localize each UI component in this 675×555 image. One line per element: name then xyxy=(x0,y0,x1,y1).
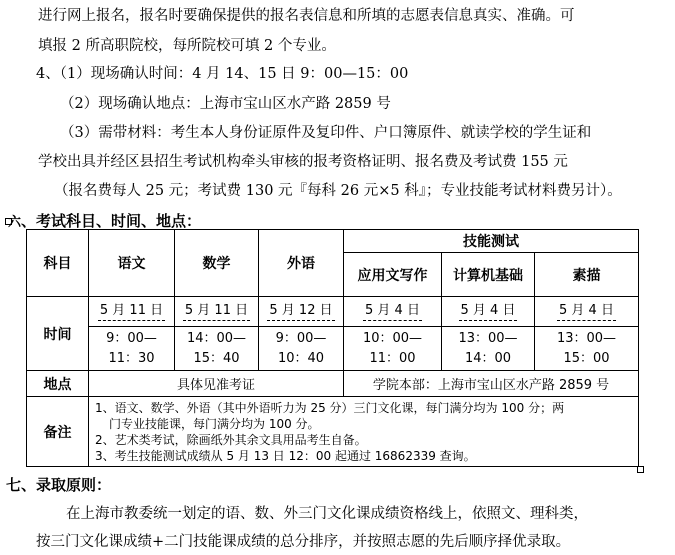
time-cell xyxy=(344,327,442,371)
subject-applied-writing: 应用文写作 xyxy=(344,253,442,297)
time-end: 11：00 xyxy=(369,350,416,366)
date-cell xyxy=(259,297,344,327)
place-left: 具体见准考证 xyxy=(89,371,344,397)
date-cell xyxy=(344,297,442,327)
exam-date: 5 月 4 日 xyxy=(363,302,422,321)
paragraph-line: （3）需带材料：考生本人身份证原件及复印件、户口簿原件、就读学校的学生证和 xyxy=(60,125,592,141)
paragraph-line: 4、（1）现场确认时间：4 月 14、15 日 9：00—15：00 xyxy=(36,66,409,82)
remark-line: 2、艺术类考试，除画纸外其余文具用品考生自备。 xyxy=(95,432,367,447)
exam-schedule-table xyxy=(26,229,639,467)
time-start: 14：00— xyxy=(186,330,247,346)
section-number: 六 xyxy=(8,215,22,230)
remark-line: 3、考生技能测试成绩从 5 月 13 日 12：00 起通过 16862339 查询。 xyxy=(95,448,476,463)
place-label: 地点 xyxy=(27,371,89,397)
paragraph-line: 填报 2 所高职院校，每所院校可填 2 个专业。 xyxy=(38,38,336,54)
exam-date: 5 月 11 日 xyxy=(183,302,250,321)
subject-foreign-language: 外语 xyxy=(259,230,344,297)
time-cell xyxy=(89,327,175,371)
time-start: 10：00— xyxy=(362,330,423,346)
subject-math: 数学 xyxy=(175,230,259,297)
time-cell xyxy=(535,327,639,371)
time-end: 10：40 xyxy=(277,350,325,366)
subject-computer-basics: 计算机基础 xyxy=(442,253,535,297)
remark-line: 门专业技能课，每门满分均为 100 分。 xyxy=(109,416,320,431)
time-label: 时间 xyxy=(27,297,89,371)
section-heading xyxy=(8,210,201,231)
time-end: 14：00 xyxy=(464,350,512,366)
paragraph-line: （报名费每人 25 元；考试费 130 元『每科 26 元×5 科』；专业技能考试材料费另计）。 xyxy=(54,183,622,199)
skill-test-header: 技能测试 xyxy=(344,230,639,253)
section-title: 、考试科目、时间、地点： xyxy=(21,212,202,230)
exam-date: 5 月 4 日 xyxy=(557,302,616,321)
paragraph-line: 在上海市教委统一划定的语、数、外三门文化课成绩资格线上，依照文、理科类， xyxy=(66,506,588,522)
time-start: 13：00— xyxy=(458,330,518,346)
paragraph-line: 进行网上报名，报名时要确保提供的报名表信息和所填的志愿表信息真实、准确。可 xyxy=(38,8,575,24)
exam-date: 5 月 11 日 xyxy=(98,302,165,321)
subject-header: 科目 xyxy=(27,230,89,297)
date-cell xyxy=(89,297,175,327)
paragraph-line: 按三门文化课成绩+二门技能课成绩的总分排序，并按照志愿的先后顺序择优录取。 xyxy=(36,534,571,550)
time-start: 9：00— xyxy=(275,330,327,346)
place-right: 学院本部：上海市宝山区水产路 2859 号 xyxy=(344,371,639,397)
time-start: 9：00— xyxy=(106,330,157,346)
resize-handle[interactable] xyxy=(637,466,644,473)
time-end: 15：40 xyxy=(193,350,240,366)
time-cell xyxy=(175,327,259,371)
paragraph-line: （2）现场确认地点：上海市宝山区水产路 2859 号 xyxy=(60,96,391,112)
section-heading: 七、录取原则： xyxy=(6,476,112,494)
exam-date: 5 月 4 日 xyxy=(459,302,518,321)
time-end: 11：30 xyxy=(108,350,155,366)
paragraph-line: 学校出具并经区县招生考试机构牵头审核的报考资格证明、报名费及考试费 155 元 xyxy=(38,154,568,170)
time-start: 13：00— xyxy=(556,330,617,346)
time-end: 15：00 xyxy=(563,350,610,366)
subject-sketch: 素描 xyxy=(535,253,639,297)
date-cell xyxy=(175,297,259,327)
time-cell xyxy=(259,327,344,371)
remark-line: 1、语文、数学、外语（其中外语听力为 25 分）三门文化课，每门满分均为 100 分；两 xyxy=(95,400,565,415)
date-cell xyxy=(442,297,535,327)
subject-chinese: 语文 xyxy=(89,230,175,297)
date-cell xyxy=(535,297,639,327)
time-cell xyxy=(442,327,535,371)
remark-cell xyxy=(89,397,639,467)
remark-label: 备注 xyxy=(27,397,89,467)
exam-date: 5 月 12 日 xyxy=(267,302,334,321)
